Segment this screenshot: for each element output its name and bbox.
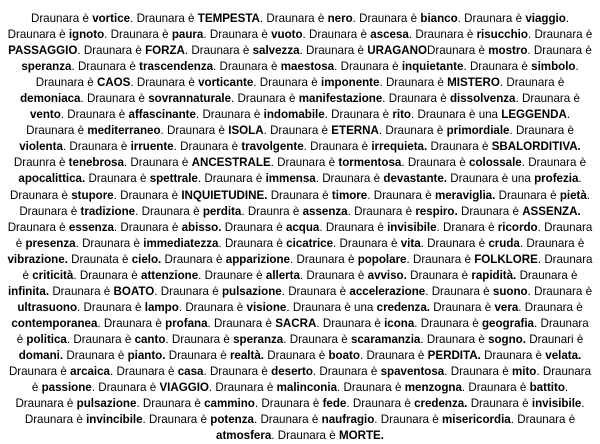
- emphasis-word: scaramanzia: [350, 332, 421, 346]
- emphasis-word: abisso.: [181, 220, 222, 234]
- emphasis-word: credenza.: [376, 300, 430, 314]
- phrase-text: Draunra è: [13, 156, 69, 170]
- emphasis-word: geografia: [481, 316, 534, 330]
- emphasis-word: demoniaca: [20, 92, 81, 106]
- phrase-text: . Draunara è: [461, 381, 530, 395]
- emphasis-word: pulsazione: [221, 284, 282, 298]
- phrase-text: . Draunara è: [406, 252, 475, 266]
- phrase-text: . Draunara è: [509, 124, 574, 138]
- phrase-text: . Draunara è: [527, 28, 593, 42]
- phrase-text: Draunara è: [63, 348, 128, 362]
- phrase-text: . Draunara è: [24, 397, 585, 427]
- emphasis-word: contemporanea: [11, 316, 98, 330]
- emphasis-word: respiro.: [415, 204, 458, 218]
- phrase-text: . Draunara è una: [410, 108, 502, 122]
- emphasis-word: velata.: [545, 348, 582, 362]
- phrase-text: Draunara è: [221, 220, 286, 234]
- emphasis-word: mediterraneo: [87, 124, 161, 138]
- emphasis-word: indomabile: [263, 108, 325, 122]
- phrase-text: Draunara è: [427, 44, 489, 58]
- emphasis-word: apocalittica.: [18, 172, 86, 186]
- emphasis-word: spettrale: [149, 172, 198, 186]
- phrase-text: . Draunara è: [135, 204, 203, 218]
- emphasis-word: maestosa: [280, 60, 335, 74]
- phrase-text: Draunari è: [525, 332, 584, 346]
- emphasis-word: nero: [327, 12, 353, 25]
- phrase-text: . Draunara è: [346, 397, 415, 411]
- phrase-text: . Draunara è: [22, 252, 593, 282]
- phrase-text: . Draunara è: [382, 92, 450, 106]
- phrase-text: . Draunara è: [420, 332, 489, 346]
- emphasis-word: passione: [41, 381, 92, 395]
- phrase-text: . Draunara è: [113, 188, 182, 202]
- phrase-text: . Draunara è: [425, 284, 493, 298]
- emphasis-word: SBALORDITIVA.: [491, 140, 581, 154]
- emphasis-word: ISOLA: [228, 124, 264, 138]
- phrase-text: . Draunara è: [154, 284, 222, 298]
- emphasis-word: TEMPESTA: [197, 12, 260, 25]
- phrase-text: . Draunara è: [499, 76, 565, 90]
- phrase-text: . Draunara è: [7, 12, 570, 42]
- phrase-text: . Draunare è: [198, 268, 266, 282]
- phrase-text: . Draunara è: [77, 44, 146, 58]
- phrase-text: . Draunara è: [15, 381, 569, 411]
- emphasis-word: pulsazione: [76, 397, 137, 411]
- emphasis-word: atmosfera: [216, 429, 272, 443]
- emphasis-word: casa: [177, 365, 204, 379]
- emphasis-word: rito: [392, 108, 411, 122]
- phrase-text: . Draunara è: [10, 172, 582, 202]
- phrase-text: . Draunara è: [213, 60, 281, 74]
- emphasis-word: visione: [246, 300, 287, 314]
- emphasis-word: politica: [26, 332, 67, 346]
- emphasis-word: profana: [165, 316, 208, 330]
- phrase-text: . Draunara è: [527, 44, 592, 58]
- emphasis-word: invisibile: [531, 397, 582, 411]
- phrase-text: . Draunara è: [319, 220, 388, 234]
- emphasis-word: PASSAGGIO: [8, 44, 78, 58]
- phrase-text: . Draunara è: [184, 44, 253, 58]
- phrase-text: . Draunara è: [259, 12, 328, 25]
- phrase-text: . Draunara è: [113, 220, 182, 234]
- emphasis-word: suono: [492, 284, 528, 298]
- phrase-text: Draunara è: [267, 188, 332, 202]
- emphasis-word: salvezza: [252, 44, 300, 58]
- emphasis-word: perdita: [202, 204, 242, 218]
- phrase-text: . Draunara è: [71, 60, 140, 74]
- emphasis-word: FORZA: [145, 44, 185, 58]
- phrase-text: . Draunara è: [379, 76, 448, 90]
- phrase-text: . Draunara è: [15, 220, 593, 250]
- emphasis-word: mostro: [488, 44, 528, 58]
- phrase-text: Draunara è una: [446, 172, 535, 186]
- phrase-text: . Draunara è: [414, 316, 482, 330]
- phrase-text: Draunara è: [495, 188, 560, 202]
- phrase-text: . Draunara è: [130, 12, 198, 25]
- phrase-text: . Draunara è: [401, 156, 470, 170]
- emphasis-word: arcaica: [70, 365, 110, 379]
- emphasis-word: ANCESTRALE: [191, 156, 271, 170]
- phrase-text: . Draunara è: [110, 365, 178, 379]
- emphasis-word: battito: [529, 381, 565, 395]
- emphasis-word: timore: [331, 188, 368, 202]
- emphasis-word: SACRA: [275, 316, 317, 330]
- emphasis-word: sogno.: [488, 332, 526, 346]
- phrase-text: Draunara è: [263, 348, 329, 362]
- phrase-text: Draunara è: [427, 140, 492, 154]
- emphasis-word: vita: [400, 236, 421, 250]
- phrase-text: . Draunara è: [197, 172, 266, 186]
- phrase-text: Draunata è: [67, 252, 132, 266]
- phrase-text: . Draunara è: [26, 108, 571, 138]
- phrase-text: . Draunara è: [104, 28, 172, 42]
- phrase-text: . Draunara è: [518, 300, 583, 314]
- phrase-text: . Draunara è: [66, 332, 135, 346]
- emphasis-word: speranza: [233, 332, 284, 346]
- emphasis-word: irrequieta.: [371, 140, 428, 154]
- phrase-text: Draunara è: [161, 252, 226, 266]
- phrase-text: . Draunara è: [123, 156, 192, 170]
- emphasis-word: VIAGGIO: [159, 381, 209, 395]
- emphasis-word: affascinante: [128, 108, 196, 122]
- emphasis-word: credenza.: [414, 397, 468, 411]
- emphasis-word: spaventosa: [380, 365, 445, 379]
- emphasis-word: assenza: [302, 204, 348, 218]
- emphasis-word: vorticante: [198, 76, 254, 90]
- phrase-text: . Draunara è: [203, 28, 272, 42]
- phrase-text: . Draunara è: [337, 381, 405, 395]
- phrase-text: . Draunara è: [283, 332, 351, 346]
- phrase-text: . Draunara è: [359, 348, 428, 362]
- emphasis-word: attenzione: [141, 268, 199, 282]
- emphasis-word: LEGGENDA: [501, 108, 567, 122]
- phrase-text: . Draunara è: [253, 76, 322, 90]
- emphasis-word: realtà.: [229, 348, 264, 362]
- emphasis-word: accelerazione: [349, 284, 426, 298]
- emphasis-word: naufragio: [321, 413, 375, 427]
- phrase-text: . Draunara è: [444, 365, 512, 379]
- emphasis-word: irruente: [130, 140, 174, 154]
- emphasis-word: vento: [29, 108, 61, 122]
- emphasis-word: mito: [511, 365, 537, 379]
- emphasis-word: URAGANO: [367, 44, 428, 58]
- phrase-text: Draunara è: [85, 172, 150, 186]
- emphasis-word: potenza: [210, 413, 254, 427]
- phrase-text: . Draunara è: [367, 188, 435, 202]
- phrase-text: . Draunara è: [73, 268, 142, 282]
- emphasis-word: CAOS: [96, 76, 131, 90]
- phrase-text: . Draunara è: [312, 365, 381, 379]
- emphasis-word: speranza: [21, 60, 72, 74]
- phrase-text: Draunara è: [30, 12, 93, 25]
- emphasis-word: ultrasuono: [17, 300, 78, 314]
- emphasis-word: ETERNA: [331, 124, 379, 138]
- emphasis-word: misericordia: [442, 413, 511, 427]
- phrase-text: . Draunara è: [231, 92, 299, 106]
- emphasis-word: tormentosa: [338, 156, 402, 170]
- emphasis-word: pianto.: [127, 348, 166, 362]
- phrase-text: . Draunara è: [303, 140, 372, 154]
- phrase-text: . Draunara è: [253, 413, 322, 427]
- emphasis-word: essenza: [68, 220, 114, 234]
- emphasis-word: ignoto: [68, 28, 105, 42]
- phrase-text: . Draunara è: [510, 413, 576, 427]
- phrase-text: . Draunara è: [31, 365, 592, 395]
- emphasis-word: PERDITA.: [427, 348, 481, 362]
- emphasis-word: tenebrosa: [68, 156, 124, 170]
- phrase-text: . Draunara è: [352, 12, 421, 25]
- emphasis-word: acqua: [285, 220, 320, 234]
- emphasis-word: criticità: [32, 268, 74, 282]
- phrase-text: . Draunara è: [178, 300, 247, 314]
- emphasis-word: ricordo: [497, 220, 538, 234]
- emphasis-word: FOLKLORE: [474, 252, 538, 266]
- emphasis-word: canto: [134, 332, 166, 346]
- emphasis-word: inquietante: [401, 60, 464, 74]
- emphasis-word: MISTERO: [447, 76, 500, 90]
- emphasis-word: trascendenza: [139, 60, 214, 74]
- emphasis-word: bianco: [420, 12, 458, 25]
- phrase-text: . Draunara è: [16, 316, 589, 346]
- phrase-text: . Draunara è: [263, 124, 332, 138]
- phrase-text: . Draunara è: [19, 188, 590, 218]
- emphasis-word: stupore: [71, 188, 114, 202]
- emphasis-word: pietà: [559, 188, 587, 202]
- emphasis-word: primordiale: [446, 124, 510, 138]
- emphasis-word: immensa: [265, 172, 316, 186]
- emphasis-word: vera: [494, 300, 519, 314]
- phrase-text: . Draunara è una: [286, 300, 377, 314]
- emphasis-word: fede: [322, 397, 347, 411]
- phrase-text: Draunara è: [467, 397, 532, 411]
- phrase-text: . Draunara è: [316, 316, 385, 330]
- emphasis-word: dissolvenza: [449, 92, 516, 106]
- phrase-text: . Draunara è: [271, 429, 339, 443]
- emphasis-word: avviso.: [367, 268, 407, 282]
- phrase-text: Draunara è: [480, 348, 546, 362]
- emphasis-word: popolare: [357, 252, 407, 266]
- phrase-text: Draunara è: [165, 348, 230, 362]
- phrase-text: Draunara è: [8, 365, 71, 379]
- emphasis-word: travolgente: [241, 140, 304, 154]
- emphasis-word: violenta: [19, 140, 63, 154]
- emphasis-word: malinconia: [276, 381, 338, 395]
- emphasis-word: infinita.: [7, 284, 50, 298]
- emphasis-word: cielo.: [131, 252, 162, 266]
- phrase-text: . Draunara è: [408, 28, 477, 42]
- emphasis-word: lampo: [144, 300, 179, 314]
- phrase-text: . Draunara è: [378, 124, 447, 138]
- phrase-text: Draunara è: [49, 284, 114, 298]
- emphasis-word: viaggio: [525, 12, 566, 25]
- phrase-text: . Draunara è: [80, 92, 149, 106]
- emphasis-word: ASSENZA.: [522, 204, 581, 218]
- emphasis-word: sovrannaturale: [148, 92, 232, 106]
- emphasis-word: allerta: [265, 268, 300, 282]
- phrase-text: . Draunara è: [334, 60, 402, 74]
- phrase-text: . Draunara è: [420, 236, 489, 250]
- phrase-text: . Draunara è: [515, 92, 580, 106]
- emphasis-word: cicatrice: [286, 236, 334, 250]
- phrase-text: . Draunara è: [302, 28, 371, 42]
- emphasis-word: risucchio: [476, 28, 528, 42]
- emphasis-word: invincibile: [86, 413, 143, 427]
- phrase-text: . Draunara è: [315, 172, 384, 186]
- phrase-text: Draunara è: [516, 268, 578, 282]
- phrase-text: . Draunara è: [173, 140, 242, 154]
- phrase-text: . Draunara è: [527, 284, 593, 298]
- emphasis-word: rapidità.: [471, 268, 517, 282]
- emphasis-word: tradizione: [80, 204, 136, 218]
- emphasis-word: icona: [384, 316, 415, 330]
- emphasis-word: menzogna: [404, 381, 462, 395]
- emphasis-word: vibrazione.: [7, 252, 68, 266]
- phrase-text: Draunara è: [406, 268, 472, 282]
- emphasis-word: immediatezza: [143, 236, 219, 250]
- phrase-text: . Draunara è: [374, 413, 443, 427]
- phrase-text: . Dranara è: [436, 220, 498, 234]
- phrase-text: . Draunara è: [60, 108, 129, 122]
- phrase-text: . Draunara è: [254, 397, 323, 411]
- emphasis-word: meraviglia.: [434, 188, 496, 202]
- emphasis-word: MORTE.: [339, 429, 384, 443]
- phrase-text: . Draunara è: [347, 204, 416, 218]
- phrase-text: . Draunara è: [136, 397, 205, 411]
- phrase-text: . Draunara è: [142, 413, 211, 427]
- phrase-text: . Draunara è: [160, 124, 229, 138]
- phrase-text: . Draunara è: [207, 316, 276, 330]
- phrase-text: . Draunara è: [195, 108, 264, 122]
- emphasis-word: cammino: [204, 397, 255, 411]
- phrase-text: . Draunara è: [324, 108, 393, 122]
- emphasis-word: profezia: [534, 172, 579, 186]
- emphasis-word: apparizione: [225, 252, 290, 266]
- phrase-text: Draunara è: [429, 300, 495, 314]
- phrase-text: . Draunara è: [519, 236, 585, 250]
- phrase-text: . Draunara è: [203, 365, 272, 379]
- emphasis-word: devastante.: [383, 172, 447, 186]
- emphasis-word: invisibile: [387, 220, 437, 234]
- phrase-text: . Draunra è: [241, 204, 303, 218]
- phrase-text: . Draunara è: [333, 236, 401, 250]
- phrase-text: . Draunara è: [289, 252, 358, 266]
- phrase-text: . Draunara è: [62, 140, 131, 154]
- emphasis-word: vortice: [92, 12, 131, 25]
- emphasis-word: imponente: [321, 76, 380, 90]
- emphasis-word: ascesa: [370, 28, 409, 42]
- phrase-text: . Draunara è: [97, 316, 166, 330]
- phrase-text: . Draunara è: [463, 60, 532, 74]
- emphasis-word: deserto: [271, 365, 313, 379]
- phrase-text: . Draunara è: [521, 156, 587, 170]
- phrase-text: . Draunara è: [77, 300, 145, 314]
- phrase-text: . Draunara è: [208, 381, 277, 395]
- phrase-text: Draunara è: [7, 220, 69, 234]
- emphasis-word: domani.: [18, 348, 64, 362]
- phrase-text: . Draunara è: [457, 12, 526, 25]
- emphasis-word: BOATO: [113, 284, 155, 298]
- phrase-text: . Draunara è: [165, 332, 234, 346]
- emphasis-word: cruda: [488, 236, 520, 250]
- phrase-text: . Draunara è: [299, 44, 368, 58]
- phrase-text: . Draunara è: [218, 236, 287, 250]
- emphasis-word: INQUIETUDINE.: [181, 188, 268, 202]
- phrase-text: . Draunara è: [75, 236, 144, 250]
- phrase-text: . Draunara è: [270, 156, 339, 170]
- phrase-text: . Draunara è: [130, 76, 199, 90]
- emphasis-word: boato: [328, 348, 360, 362]
- emphasis-word: presenza: [25, 236, 76, 250]
- phrase-text: . Draunara è: [91, 381, 160, 395]
- emphasis-word: colossale: [469, 156, 522, 170]
- emphasis-word: manifestazione: [298, 92, 383, 106]
- phrase-text: Draunara è: [457, 204, 523, 218]
- emphasis-word: vuoto: [271, 28, 303, 42]
- emphasis-word: paura: [171, 28, 204, 42]
- phrase-text: . Draunara è: [299, 268, 368, 282]
- emphasis-word: simbolo: [531, 60, 576, 74]
- phrase-text: . Draunara è: [35, 60, 579, 90]
- phrase-text: . Draunara è: [281, 284, 350, 298]
